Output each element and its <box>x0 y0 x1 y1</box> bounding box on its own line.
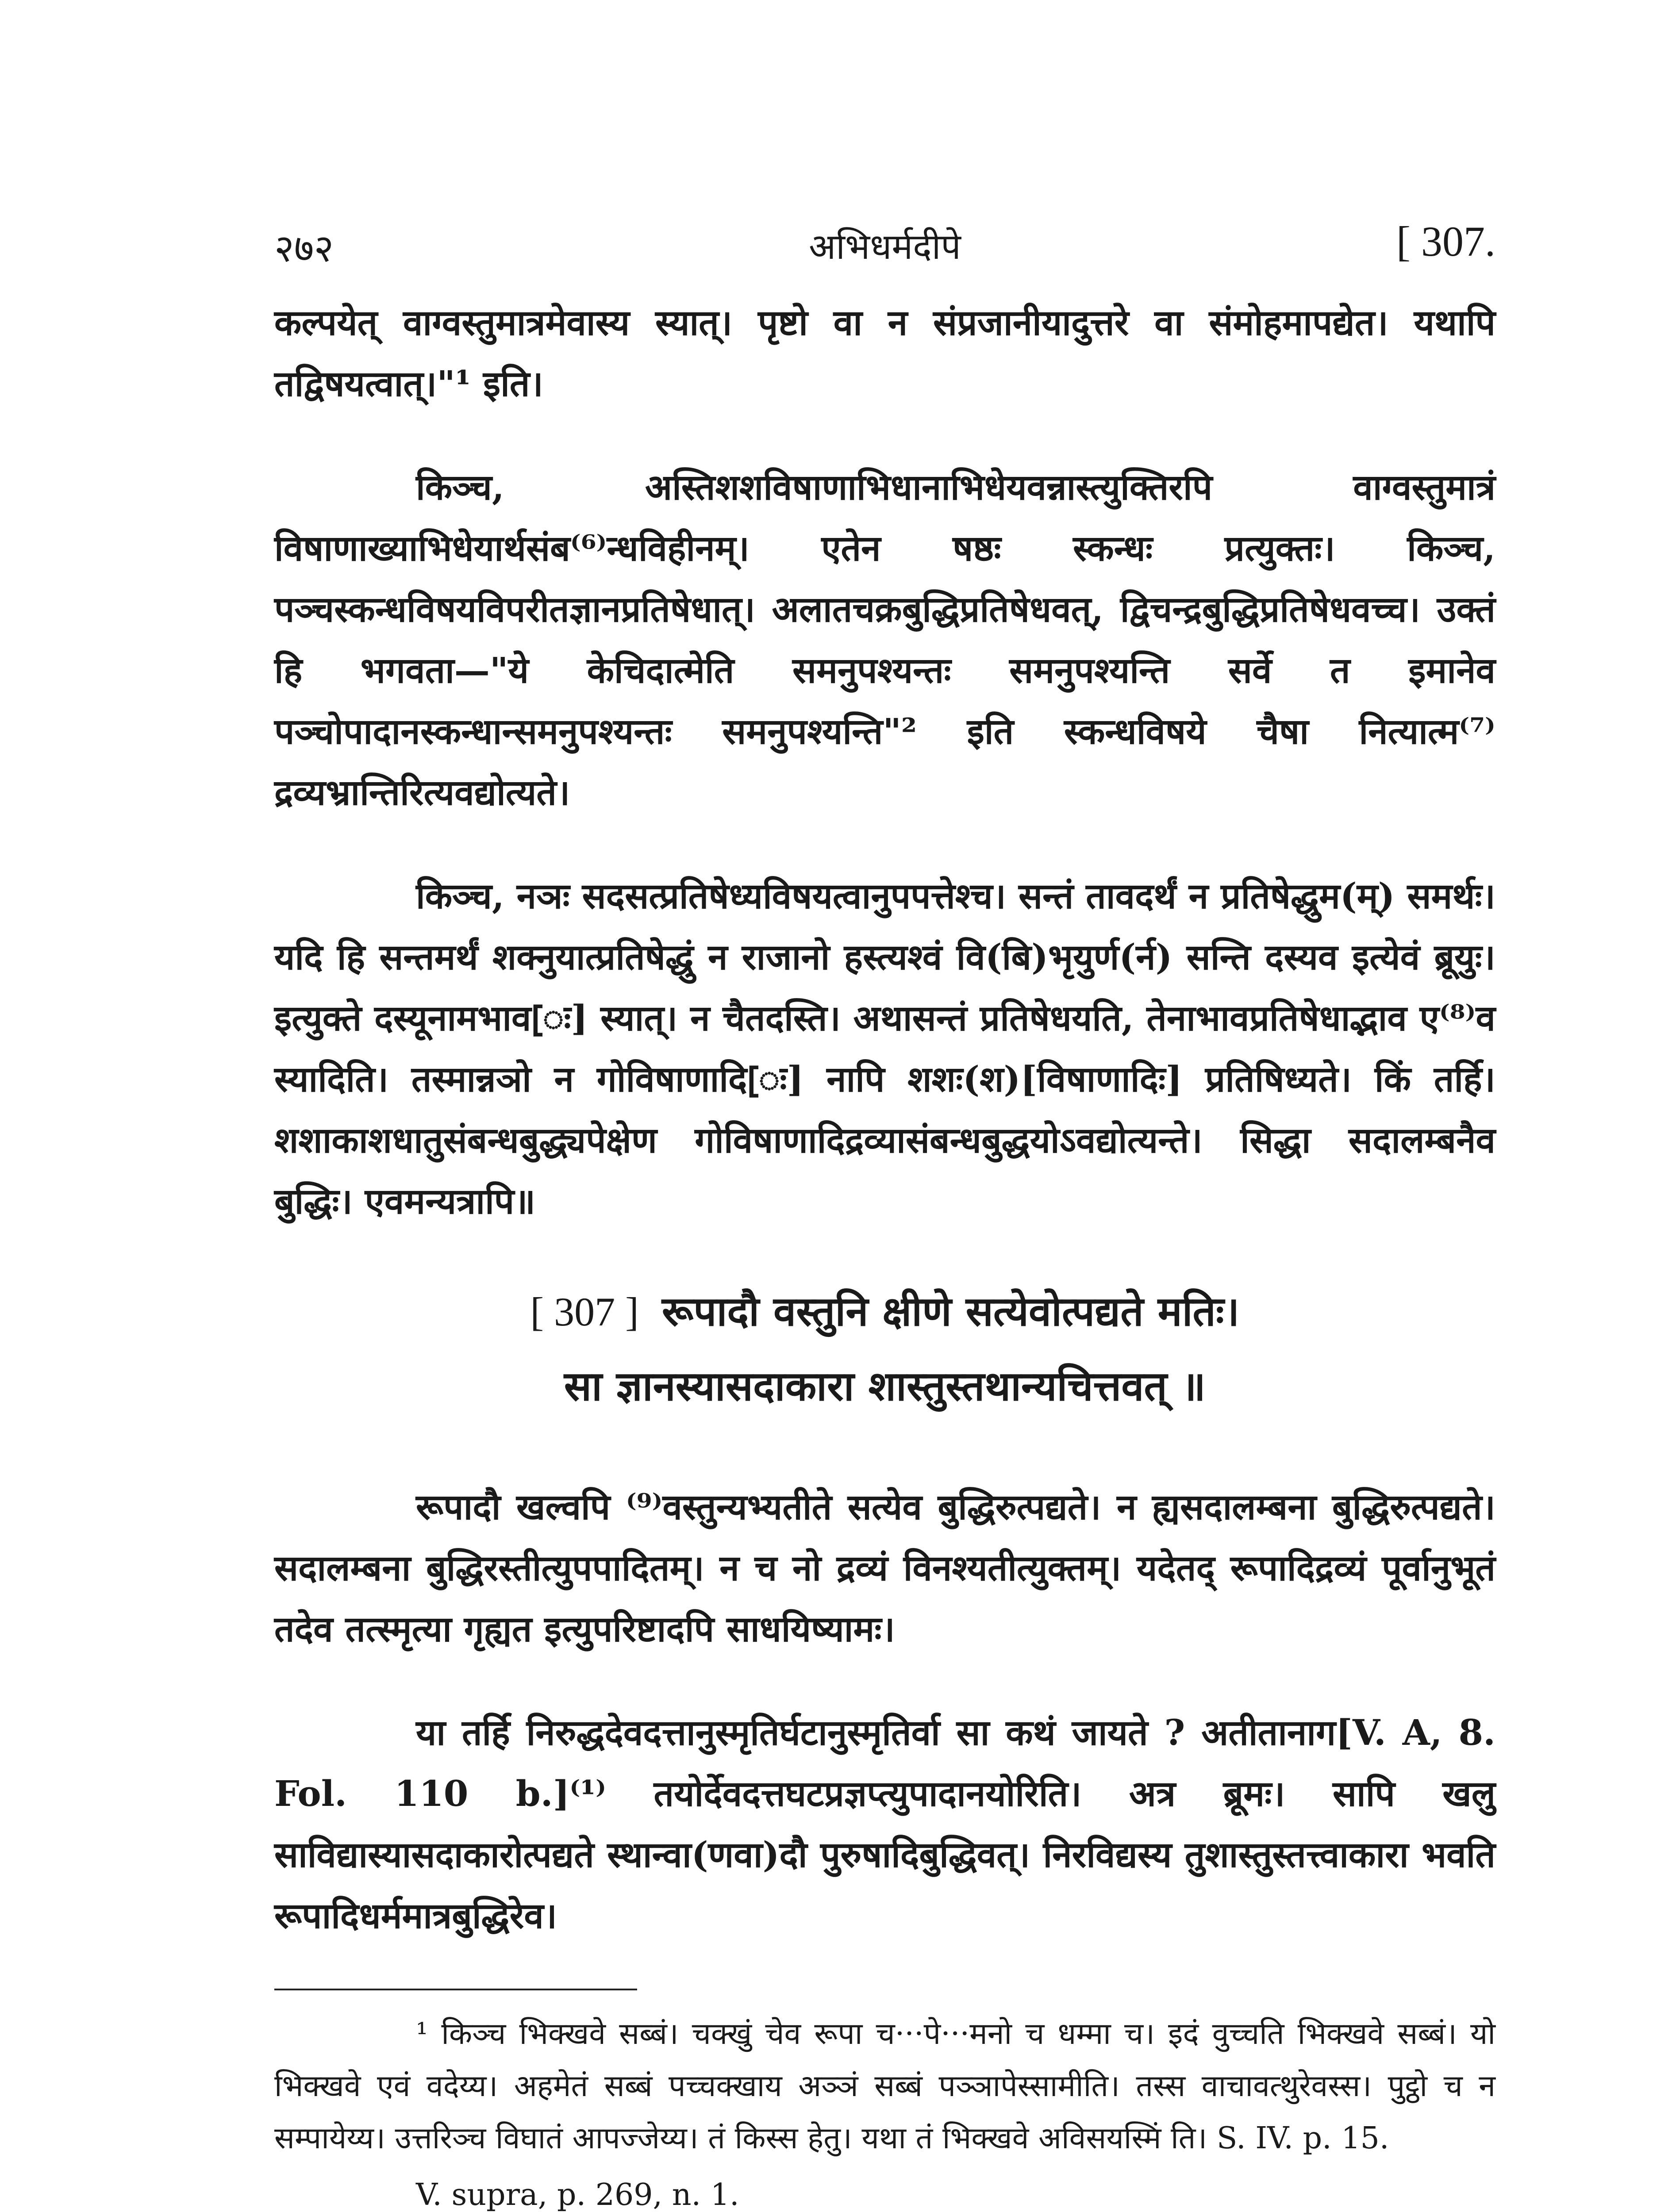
page-number: २७२ <box>274 227 334 271</box>
paragraph-1: कल्पयेत् वाग्वस्तुमात्रमेवास्य स्यात्। पृष्टो वा न संप्रजानीयादुत्तरे वा संमोहमापद्येत। यथापि तद्विषयत्वात्।"¹ इति। <box>274 302 1495 404</box>
footnote-1: ¹ किञ्च भिक्खवे सब्बं। चक्खुं चेव रूपा च···पे···मनो च धम्मा च। इदं वुच्चति भिक्खवे सब्बं। यो भिक्खवे एवं वदेय्य। अहमेतं सब्बं पच्चक्खाय अञ्ञं सब्बं पञ्ञापेस्सामीति। तस्स वाचावत्थुरेवस्स। पुट्ठो च न सम्पायेय्य। उत्तरिञ्च विघातं आपज्जेय्य। तं किस्स हेतु। यथा तं भिक्खवे अविसयस्मिं ति। S. IV. p. 15. <box>274 2016 1495 2156</box>
page-header <box>274 218 1495 283</box>
running-title: अभिधर्मदीपे <box>809 226 961 267</box>
paragraph-4: रूपादौ खल्वपि ⁽⁹⁾वस्तुन्यभ्यतीते सत्येव बुद्धिरुत्पद्यते। न ह्यसदालम्बना बुद्धिरुत्पद्यते। सदालम्बना बुद्धिरस्तीत्युपपादितम्। न च नो द्रव्यं विनश्यतीत्युक्तम्। यदेतद् रूपादिद्रव्यं पूर्वानुभूतं तदेव तत्स्मृत्या गृह्यत इत्युपरिष्टादपि साधयिष्यामः। <box>274 1486 1495 1650</box>
paragraph-2: किञ्च, अस्तिशशविषाणाभिधानाभिधेयवन्नास्त्युक्तिरपि वाग्वस्तुमात्रं विषाणाख्याभिधेयार्थसंब⁽⁶⁾न्धविहीनम्। एतेन षष्ठः स्कन्धः प्रत्युक्तः। किञ्च, पञ्चस्कन्धविषयविपरीतज्ञानप्रतिषेधात्। अलातचक्रबुद्धिप्रतिषेधवत्, द्विचन्द्रबुद्धिप्रतिषेधवच्च। उक्तं हि भगवता—"ये केचिदात्मेति समनुपश्यन्तः समनुपश्यन्ति सर्वे त इमानेव पञ्चोपादानस्कन्धान्समनुपश्यन्तः समनुपश्यन्ति"² इति स्कन्धविषये चैषा नित्यात्म⁽⁷⁾द्रव्यभ्रान्तिरित्यवद्योत्यते। <box>274 466 1495 813</box>
verse-line-1 <box>274 1274 1495 1349</box>
section-marker: [ 307. <box>1396 218 1495 265</box>
paragraph-3: किञ्च, नञः सदसत्प्रतिषेध्यविषयत्वानुपपत्तेश्च। सन्तं तावदर्थं न प्रतिषेद्धुम(म्) समर्थः। यदि हि सन्तमर्थं शक्नुयात्प्रतिषेद्धुं न राजानो हस्त्यश्वं वि(बि)भृयुर्ण(र्न) सन्ति दस्यव इत्येवं ब्रूयुः। इत्युक्ते दस्यूनामभाव[ः] स्यात्। न चैतदस्ति। अथासन्तं प्रतिषेधयति, तेनाभावप्रतिषेधाद्भाव ए⁽⁸⁾व स्यादिति। तस्मान्नञो न गोविषाणादि[ः] नापि शशः(श)[विषाणादिः] प्रतिषिध्यते। किं तर्हि। शशाकाशधातुसंबन्धबुद्ध्यपेक्षेण गोविषाणादिद्रव्यासंबन्धबुद्धयोऽवद्योत्यन्ते। सिद्धा सदालम्बनैव बुद्धिः। एवमन्यत्रापि॥ <box>274 875 1495 1222</box>
footnote-cross-reference: V. supra, p. 269, n. 1. <box>416 2177 739 2212</box>
verse-307 <box>274 1274 1495 1423</box>
footnote-divider <box>274 1989 637 1990</box>
verse-line-1-text: रूपादौ वस्तुनि क्षीणे सत्येवोत्पद्यते मतिः। <box>661 1287 1240 1335</box>
main-text <box>274 292 1495 2212</box>
paragraph-5: या तर्हि निरुद्धदेवदत्तानुस्मृतिर्घटानुस्मृतिर्वा सा कथं जायते ? अतीतानाग[V. A, 8. Fol. 110 b.]⁽¹⁾ तयोर्देवदत्तघटप्रज्ञप्त्युपादानयोरिति। अत्र ब्रूमः। सापि खलु साविद्यास्यासदाकारोत्पद्यते स्थान्वा(णवा)दौ पुरुषादिबुद्धिवत्। निरविद्यस्य तुशास्तुस्तत्त्वाकारा भवति रूपादिधर्ममात्रबुद्धिरेव। <box>274 1712 1495 1936</box>
verse-line-2: सा ज्ञानस्यासदाकारा शास्तुस्तथान्यचित्तवत् ॥ <box>564 1362 1206 1410</box>
verse-number: [ 307 ] <box>530 1289 639 1334</box>
